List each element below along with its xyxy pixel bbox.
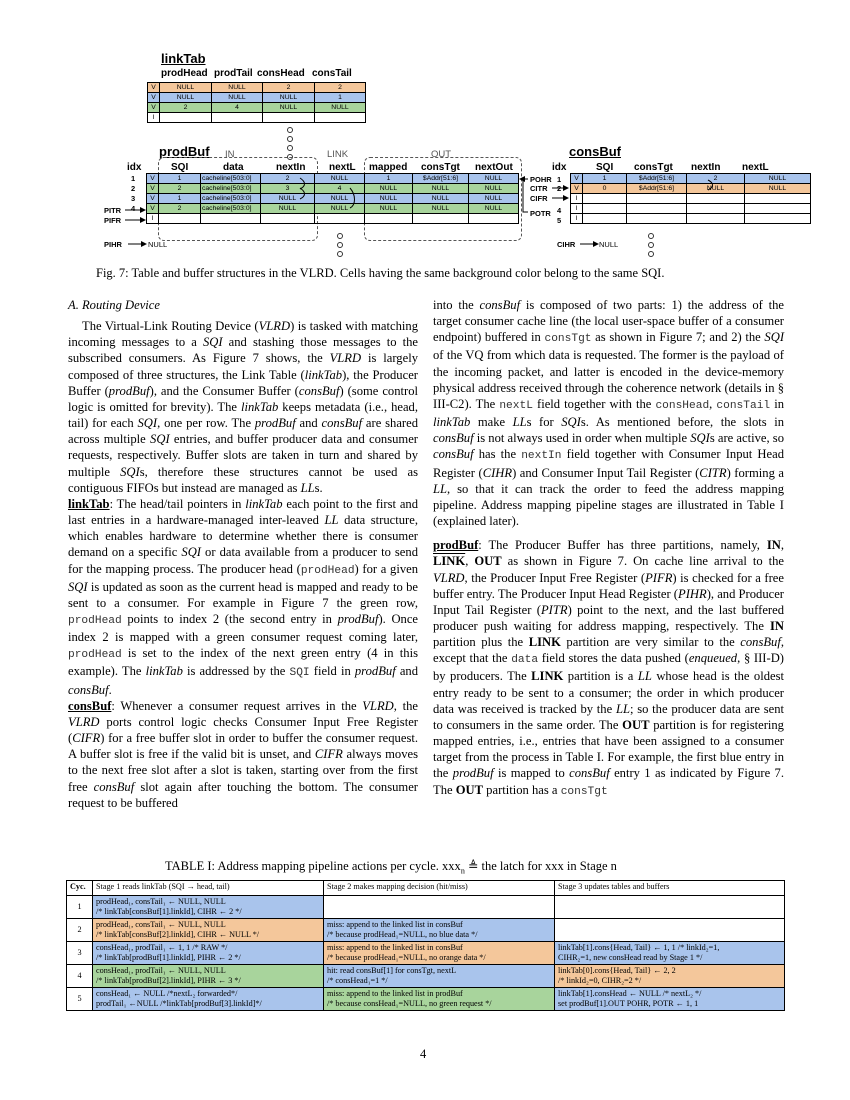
pitr-label: PITR xyxy=(104,206,122,215)
prodbuf-idx: 3 xyxy=(131,194,136,203)
table1 xyxy=(66,880,785,1011)
table1-header-stage3: Stage 3 updates tables and buffers xyxy=(555,881,785,896)
linktab-title: linkTab xyxy=(161,51,206,66)
figure-caption: Fig. 7: Table and buffer structures in the VLRD. Cells having the same background color belong to the same SQI. xyxy=(96,266,665,280)
table1-cycle: 3 xyxy=(67,942,93,965)
consbuf-idx: 4 xyxy=(557,206,562,215)
prodbuf-header-nextl: nextL xyxy=(329,162,356,173)
prodbuf-header-nextin: nextIn xyxy=(276,162,306,173)
linktab-row: V 2 4 NULL NULL xyxy=(148,103,366,113)
pihr-null: NULL xyxy=(148,240,168,249)
potr-label: POTR xyxy=(530,209,551,218)
table1-header-row xyxy=(67,881,785,896)
prodbuf-header-nextout: nextOut xyxy=(475,162,513,173)
table1-cell-s1: consHead₁, prodTail₁ ← NULL, NULL /* linkTab[prodBuf[2].linkId], PIHR ← 3 */ xyxy=(93,965,324,988)
table1-cycle: 5 xyxy=(67,988,93,1011)
table1-cell-s3 xyxy=(555,896,785,919)
table1-caption: TABLE I: Address mapping pipeline actions per cycle. xxx$_n$ ≜ the latch for xxx in Stage n xyxy=(165,859,617,876)
table1-cell-s3 xyxy=(555,919,785,942)
table1-cell-s2: hit: read consBuf[1] for consTgt, nextL /* consHead₁=1 */ xyxy=(324,965,555,988)
table1-cycle: 2 xyxy=(67,919,93,942)
linktab-header-prodtail: prodTail xyxy=(214,68,253,79)
prodbuf-idx: 4 xyxy=(131,204,136,213)
consbuf-row: V 1 $Addr[51:6] 2 NULL xyxy=(571,174,811,184)
prodbuf-header-sqi: SQI xyxy=(171,162,189,173)
cihr-null: NULL xyxy=(599,240,619,249)
consbuf-header-sqi: SQI xyxy=(596,162,614,173)
consbuf-header-nextin: nextIn xyxy=(691,162,721,173)
linktab-header-conshead: consHead xyxy=(257,68,305,79)
linktab-row: I xyxy=(148,113,366,123)
left-column xyxy=(68,297,418,811)
linktab-header-prodhead: prodHead xyxy=(161,68,208,79)
prodbuf-idx: 1 xyxy=(131,174,136,183)
table1-cell-s2: miss: append to the linked list in consBuf /* because prodHead₁=NULL, no orange data */ xyxy=(324,942,555,965)
table1-row xyxy=(67,896,785,919)
consbuf-idx: 1 xyxy=(557,175,562,184)
pifr-label: PIFR xyxy=(104,216,122,225)
consbuf-row: I xyxy=(571,214,811,224)
paragraph: The Virtual-Link Routing Device (VLRD) is tasked with matching incoming messages to a SQI and stashing those messages to the subscribed consumers. As Figure 7 shows, the VLRD is largely composed of three structures, the Link Table (linkTab), the Producer Buffer (prodBuf), and the Consumer Buffer (consBuf) (some control logic is omitted for brevity). The linkTab keeps metadata (i.e., head, tail) for each SQI, one per row. The prodBuf and consBuf are shared across multiple SQI entries, and buffer producer data and consumer requests, respectively. Buffer slots are taken in turn and shared by multiple SQIs, therefore these structures cannot be used as contiguous FIFOs but instead are managed as LLs. xyxy=(68,319,419,495)
prodbuf-title: prodBuf xyxy=(159,144,210,159)
table1-cell-s1: consHead₁, prodTail₁ ← 1, 1 /* RAW */ /* linkTab[prodBuf[1].linkId], PIHR ← 2 */ xyxy=(93,942,324,965)
prodbuf-row: V 2 cacheline[503:0] 3 4 NULL NULL NULL xyxy=(147,184,519,194)
section-heading: A. Routing Device xyxy=(68,298,160,312)
consbuf-header-constgt: consTgt xyxy=(634,162,673,173)
prodbuf-header-mapped: mapped xyxy=(369,162,408,173)
linktab-row: V NULL NULL NULL 1 xyxy=(148,93,366,103)
cifr-label: CIFR xyxy=(530,194,548,203)
pohr-label: POHR xyxy=(530,175,552,184)
prodbuf-header-constgt: consTgt xyxy=(421,162,460,173)
table1-cell-s2 xyxy=(324,896,555,919)
figure-arrows xyxy=(0,0,850,260)
table1-row xyxy=(67,942,785,965)
table1-cell-s1: consHead₁ ← NULL /*nextL₂ forwarded*/ prodTail₁ ←NULL /*linkTab[prodBuf[3].linkId]*/ xyxy=(93,988,324,1011)
page-number: 4 xyxy=(420,1047,427,1061)
prodbuf-row: V 2 cacheline[503:0] NULL NULL NULL NULL NULL xyxy=(147,204,519,214)
table1-cell-s1: prodHead₁, consTail₁ ← NULL, NULL /* linkTab[consBuf[1].linkId], CIHR ← 2 */ xyxy=(93,896,324,919)
table1-cell-s2: miss: append to the linked list in consBuf /* because prodHead₁=NULL, no blue data */ xyxy=(324,919,555,942)
table1-cell-s3: linkTab[1].cons{Head, Tail} ← 1, 1 /* linkId₂=1, CIHR₂=1, new consHead read by Stage 1 */ xyxy=(555,942,785,965)
consbuf-row: I xyxy=(571,204,811,214)
consbuf-header-nextl: nextL xyxy=(742,162,769,173)
citr-label: CITR xyxy=(530,184,548,193)
consbuf-idx: 2 xyxy=(557,184,562,193)
prodbuf-section-out: OUT xyxy=(431,149,452,160)
consbuf-idx: 5 xyxy=(557,216,562,225)
pihr-label: PIHR xyxy=(104,240,122,249)
table1-header-stage1: Stage 1 reads linkTab (SQI → head, tail) xyxy=(93,881,324,896)
prodbuf-row: I xyxy=(147,214,519,224)
prodbuf-header-idx: idx xyxy=(127,162,142,173)
table1-cycle: 4 xyxy=(67,965,93,988)
linktab-row: V NULL NULL 2 2 xyxy=(148,83,366,93)
paragraph: consBuf: Whenever a consumer request arrives in the VLRD, the VLRD ports control logic checks Consumer Input Free Register (CIFR) for a free buffer slot in order to buffer the consumer request. A buffer slot is free if the valid bit is unset, and CIFR always moves to the next free slot after a slot is taken, starting over from the first free consBuf slot again after touching the bottom. The consumer request to be buffered xyxy=(68,698,419,810)
table1-cycle: 1 xyxy=(67,896,93,919)
prodbuf-idx: 2 xyxy=(131,184,136,193)
linktab-header-constail: consTail xyxy=(312,68,352,79)
prodbuf-section-link: LINK xyxy=(327,149,349,160)
prodbuf-header-data: data xyxy=(223,162,244,173)
prodbuf-section-in: IN xyxy=(225,149,235,160)
table1-header-cyc: Cyc. xyxy=(67,881,93,896)
paragraph: linkTab: The head/tail pointers in linkTab each point to the first and last entries in a hardware-managed inter-leaved LL data structure, which enables hardware to determine whether there is consumer demand on a specific SQI or data available from a producer to send for the mapping process. The producer head (prodHead) for a given SQI is updated as soon as the current head is mapped and ready to be sent to a consumer. For example in Figure 7 the green row, prodHead points to index 2 (the second entry in prodBuf). Once index 2 is mapped with a green consumer request coming later, prodHead is set to the index of the next green entry (4 in this example). The linkTab is addressed by the SQI field in prodBuf and consBuf. xyxy=(68,496,419,697)
paragraph: into the consBuf is composed of two parts: 1) the address of the target consumer cache line (the local user-space buffer of a consumer endpoint) buffered in consTgt as shown in Figure 7; and 2) the SQI of the VQ from which data is requested. The former is the payload of the incoming packet, and latter is encoded in the device-memory physical address received through the coherence network (details in § III-C2). The nextL field together with the consHead, consTail in linkTab make LLs for SQIs. As mentioned before, the slots in consBuf is not always used in order when multiple SQIs are active, so consBuf has the nextIn field together with Consumer Input Head Register (CIHR) and Consumer Input Tail Register (CITR) forming a LL, so that it can track the order to feed the address mapping pipeline. Address mapping pipeline stages are illustrated in Table I (explained later). xyxy=(433,298,785,529)
table1-row xyxy=(67,988,785,1011)
consbuf-header-idx: idx xyxy=(552,162,567,173)
table1-cell-s1: prodHead₁, consTail₁ ← NULL, NULL /* linkTab[consBuf[2].linkId], CIHR ← NULL */ xyxy=(93,919,324,942)
cihr-label: CIHR xyxy=(557,240,576,249)
table1-row xyxy=(67,919,785,942)
table1-cell-s3: linkTab[1].consHead ← NULL /* nextL₂ */ set prodBuf[1].OUT POHR, POTR ← 1, 1 xyxy=(555,988,785,1011)
right-column xyxy=(433,297,784,800)
paragraph: prodBuf: The Producer Buffer has three partitions, namely, IN, LINK, OUT as shown in Figure 7. On cache line arrival to the VLRD, the Producer Input Free Register (PIFR) is checked for a free buffer entry. The Producer Input Head Register (PIHR), and Producer Input Tail Register (PITR) point to the next, and the last buffered producer push waiting for address mapping, respectively. The IN partition plus the LINK partition are very similar to the consBuf, except that the data field stores the data pushed (enqueued, § III-D) by producers. The LINK partition is a LL whose head is the oldest entry ready to be sent to a consumer; the order in which producer data was received is tracked by the LL; so the producer data are sent to consumers in the same order. The OUT partition is for registering mapped entries, i.e., entries that have been assigned to a consumer target from the process in Table I. For example, the first blue entry in the prodBuf is mapped to consBuf entry 1 as indicated by Figure 7. The OUT partition has a consTgt xyxy=(433,538,785,798)
prodbuf-row: V 1 cacheline[503:0] 2 NULL 1 $Addr[51:6] NULL xyxy=(147,174,519,184)
consbuf-row: V 0 $Addr[51:6] NULL NULL xyxy=(571,184,811,194)
table1-row xyxy=(67,965,785,988)
table1-cell-s3: linkTab[0].cons{Head, Tail} ← 2, 2 /* linkId₂=0, CIHR₂=2 */ xyxy=(555,965,785,988)
prodbuf-row: V 1 cacheline[503:0] NULL NULL NULL NULL NULL xyxy=(147,194,519,204)
table1-cell-s2: miss: append to the linked list in prodBuf /* because consHead₁=NULL, no green request */ xyxy=(324,988,555,1011)
table1-header-stage2: Stage 2 makes mapping decision (hit/miss) xyxy=(324,881,555,896)
consbuf-row: I xyxy=(571,194,811,204)
consbuf-title: consBuf xyxy=(569,144,621,159)
